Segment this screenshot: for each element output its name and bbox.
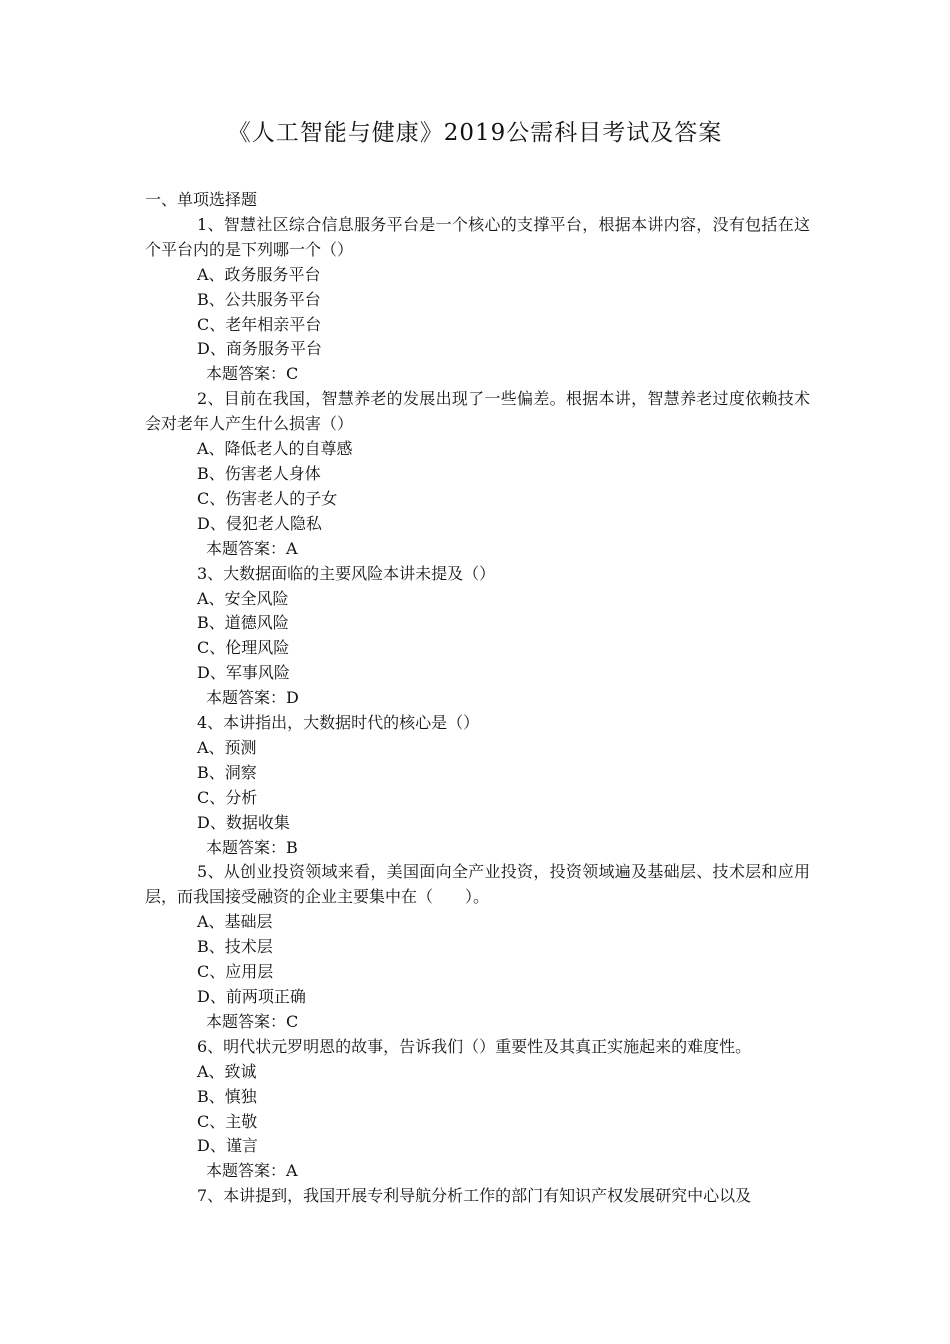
question-option: B、伤害老人身体 bbox=[197, 463, 321, 483]
question-option: C、伤害老人的子女 bbox=[197, 488, 338, 508]
section-heading: 一、单项选择题 bbox=[145, 190, 258, 209]
question-option: D、谨言 bbox=[197, 1136, 258, 1156]
question-block bbox=[145, 562, 810, 711]
question-option: A、基础层 bbox=[197, 912, 273, 932]
question-option: C、分析 bbox=[197, 787, 258, 807]
question-option: C、老年相亲平台 bbox=[197, 314, 322, 334]
question-option: B、慎独 bbox=[197, 1086, 257, 1106]
question-answer: 本题答案：D bbox=[206, 688, 299, 708]
question-stem: 7、本讲提到，我国开展专利导航分析工作的部门有知识产权发展研究中心以及 bbox=[197, 1186, 752, 1206]
question-option: A、安全风险 bbox=[197, 588, 289, 608]
question-block bbox=[145, 213, 810, 387]
question-option: A、政务服务平台 bbox=[197, 264, 321, 284]
question-option: C、主敬 bbox=[197, 1111, 258, 1131]
question-answer: 本题答案：A bbox=[206, 1161, 298, 1181]
question-option: C、伦理风险 bbox=[197, 638, 290, 658]
question-answer: 本题答案：C bbox=[206, 364, 299, 384]
question-stem: 1、智慧社区综合信息服务平台是一个核心的支撑平台，根据本讲内容，没有包括在这个平台内的是下列哪一个（） bbox=[145, 214, 810, 259]
question-option: D、数据收集 bbox=[197, 812, 290, 832]
question-stem: 3、大数据面临的主要风险本讲未提及（） bbox=[197, 563, 496, 583]
question-option: A、预测 bbox=[197, 737, 257, 757]
question-option: A、致诚 bbox=[197, 1061, 257, 1081]
question-block bbox=[145, 387, 810, 561]
question-option: B、道德风险 bbox=[197, 613, 289, 633]
question-answer: 本题答案：C bbox=[206, 1011, 299, 1031]
question-option: D、军事风险 bbox=[197, 663, 290, 683]
question-stem: 2、目前在我国，智慧养老的发展出现了一些偏差。根据本讲，智慧养老过度依赖技术会对老年人产生什么损害（） bbox=[145, 389, 810, 434]
question-stem: 5、从创业投资领域来看，美国面向全产业投资，投资领域遍及基础层、技术层和应用层，而我国接受融资的企业主要集中在（ ）。 bbox=[145, 862, 810, 907]
question-option: B、技术层 bbox=[197, 937, 273, 957]
question-answer: 本题答案：B bbox=[206, 837, 298, 857]
document-body bbox=[145, 188, 810, 1209]
question-block bbox=[145, 1035, 810, 1184]
question-option: B、洞察 bbox=[197, 762, 257, 782]
question-block bbox=[145, 860, 810, 1034]
question-option: D、商务服务平台 bbox=[197, 339, 322, 359]
question-stem: 6、明代状元罗明恩的故事，告诉我们（）重要性及其真正实施起来的难度性。 bbox=[197, 1036, 752, 1056]
question-stem: 4、本讲指出，大数据时代的核心是（） bbox=[197, 713, 480, 733]
question-option: C、应用层 bbox=[197, 962, 274, 982]
question-option: D、前两项正确 bbox=[197, 987, 306, 1006]
document-title: 《人工智能与健康》2019公需科目考试及答案 bbox=[227, 120, 723, 146]
question-option: D、侵犯老人隐私 bbox=[197, 513, 322, 533]
question-block bbox=[145, 711, 810, 860]
question-option: B、公共服务平台 bbox=[197, 289, 321, 309]
question-option: A、降低老人的自尊感 bbox=[197, 439, 353, 459]
question-answer: 本题答案：A bbox=[206, 538, 298, 558]
